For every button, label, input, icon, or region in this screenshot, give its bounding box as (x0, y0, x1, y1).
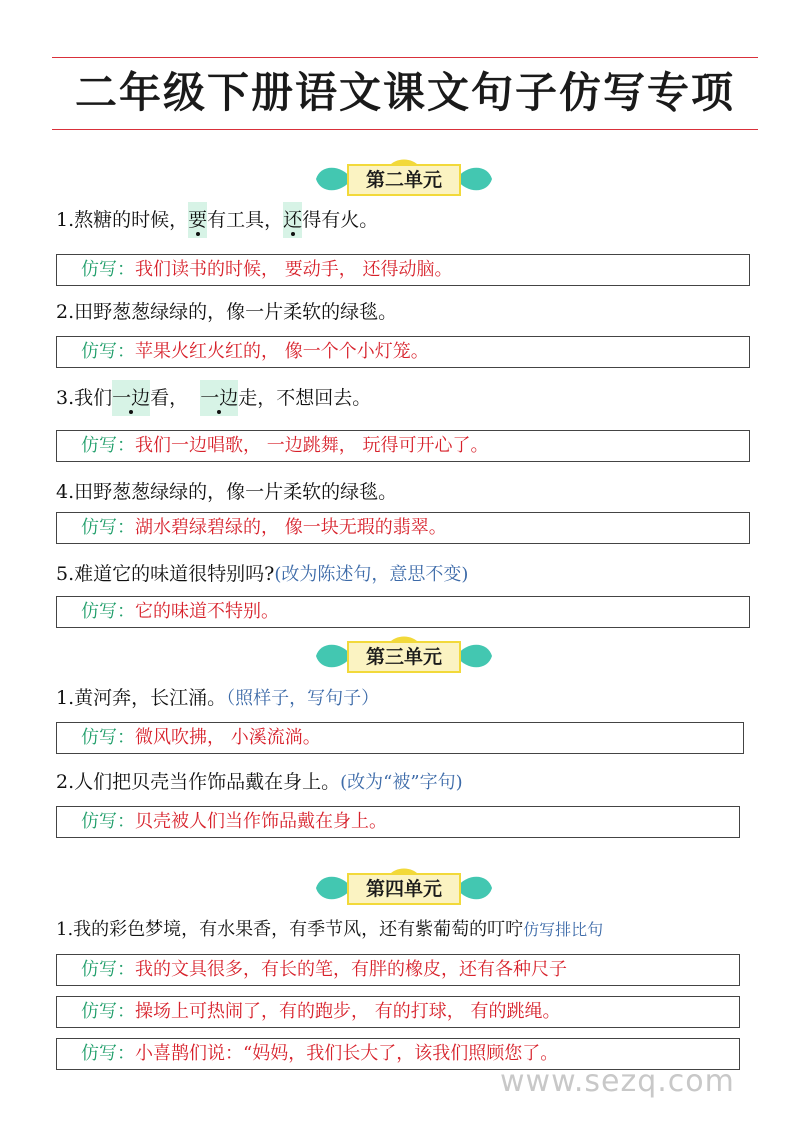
answer-label: 仿写： (81, 959, 135, 980)
question-u2-3 (56, 380, 371, 416)
keyword-highlight (188, 202, 207, 238)
keyword-text: 一边 (200, 387, 239, 409)
question-text: 1.熬糖的时候， (56, 209, 189, 231)
question-text: 看， (150, 387, 201, 409)
question-text: 有工具， (207, 209, 284, 231)
question-u2-2: 2.田野葱葱绿绿的，像一片柔软的绿毯。 (56, 301, 398, 323)
section-unit-2 (0, 157, 800, 201)
answer-box-u3-1 (56, 722, 744, 754)
emphasis-dot-icon (196, 232, 200, 236)
emphasis-dot-icon (129, 410, 133, 414)
answer-text: 微风吹拂， 小溪流淌。 (135, 727, 321, 748)
keyword-text: 还 (283, 209, 303, 231)
keyword-highlight (283, 202, 302, 238)
answer-text: 小喜鹊们说：“妈妈，我们长大了，该我们照顾您了。 (135, 1043, 559, 1064)
section-banner (312, 636, 496, 676)
answer-box-u4-1 (56, 954, 740, 986)
answer-text: 它的味道不特别。 (135, 601, 279, 622)
keyword-text: 一边 (112, 387, 151, 409)
answer-text: 贝壳被人们当作饰品戴在身上。 (135, 811, 387, 832)
watermark: www.sezq.com (500, 1064, 735, 1099)
answer-text: 我们一边唱歌， 一边跳舞， 玩得可开心了。 (135, 435, 489, 456)
question-u3-1 (56, 680, 379, 716)
answer-text: 我的文具很多，有长的笔，有胖的橡皮，还有各种尺子 (135, 959, 567, 980)
answer-box-u2-5 (56, 596, 750, 628)
section-title: 第四单元 (365, 878, 442, 900)
answer-label: 仿写： (81, 259, 135, 280)
question-u2-5 (56, 556, 468, 592)
question-text: 走，不想回去。 (238, 387, 372, 409)
answer-label: 仿写： (81, 601, 135, 622)
answer-box-u2-1 (56, 254, 750, 286)
title-bar (52, 55, 758, 133)
answer-box-u4-2 (56, 996, 740, 1028)
question-text: 5.难道它的味道很特别吗? (56, 563, 275, 585)
instruction-note: (改为“被”字句) (340, 772, 463, 793)
answer-label: 仿写： (81, 517, 135, 538)
answer-box-u2-2 (56, 336, 750, 368)
question-u3-2 (56, 764, 463, 800)
title-rule-top (52, 57, 758, 58)
answer-label: 仿写： (81, 435, 135, 456)
question-text: 2.人们把贝壳当作饰品戴在身上。 (56, 771, 341, 793)
answer-text: 操场上可热闹了，有的跑步， 有的打球， 有的跳绳。 (135, 1001, 561, 1022)
section-unit-4 (0, 866, 800, 910)
section-banner (312, 868, 496, 908)
answer-text: 湖水碧绿碧绿的， 像一块无瑕的翡翠。 (135, 517, 447, 538)
section-title: 第二单元 (365, 169, 442, 191)
question-u2-4: 4.田野葱葱绿绿的，像一片柔软的绿毯。 (56, 481, 398, 503)
answer-box-u2-4 (56, 512, 750, 544)
section-unit-3 (0, 634, 800, 678)
title-rule-bottom (52, 129, 758, 130)
emphasis-dot-icon (217, 410, 221, 414)
keyword-text: 要 (188, 209, 208, 231)
answer-box-u2-3 (56, 430, 750, 462)
answer-label: 仿写： (81, 727, 135, 748)
question-u2-1 (56, 202, 378, 238)
question-text: 1.黄河奔，长江涌。 (56, 687, 227, 709)
answer-label: 仿写： (81, 1001, 135, 1022)
emphasis-dot-icon (291, 232, 295, 236)
answer-label: 仿写： (81, 811, 135, 832)
keyword-highlight (200, 380, 238, 416)
instruction-note: （照样子，写句子） (226, 688, 380, 709)
page-title: 二年级下册语文课文句子仿写专项 (74, 68, 735, 117)
answer-text: 我们读书的时候， 要动手， 还得动脑。 (135, 259, 453, 280)
section-title: 第三单元 (365, 646, 442, 668)
question-text: 1.我的彩色梦境，有水果香，有季节风，还有紫葡萄的叮咛 (56, 919, 524, 940)
answer-box-u3-2 (56, 806, 740, 838)
instruction-note: 仿写排比句 (523, 920, 604, 939)
question-text: 得有火。 (302, 209, 379, 231)
instruction-note: (改为陈述句，意思不变) (274, 564, 469, 585)
question-u4-1 (56, 912, 603, 948)
answer-text: 苹果火红火红的， 像一个个小灯笼。 (135, 341, 429, 362)
answer-label: 仿写： (81, 1043, 135, 1064)
answer-label: 仿写： (81, 341, 135, 362)
section-banner (312, 159, 496, 199)
question-text: 3.我们 (56, 387, 113, 409)
keyword-highlight (112, 380, 150, 416)
